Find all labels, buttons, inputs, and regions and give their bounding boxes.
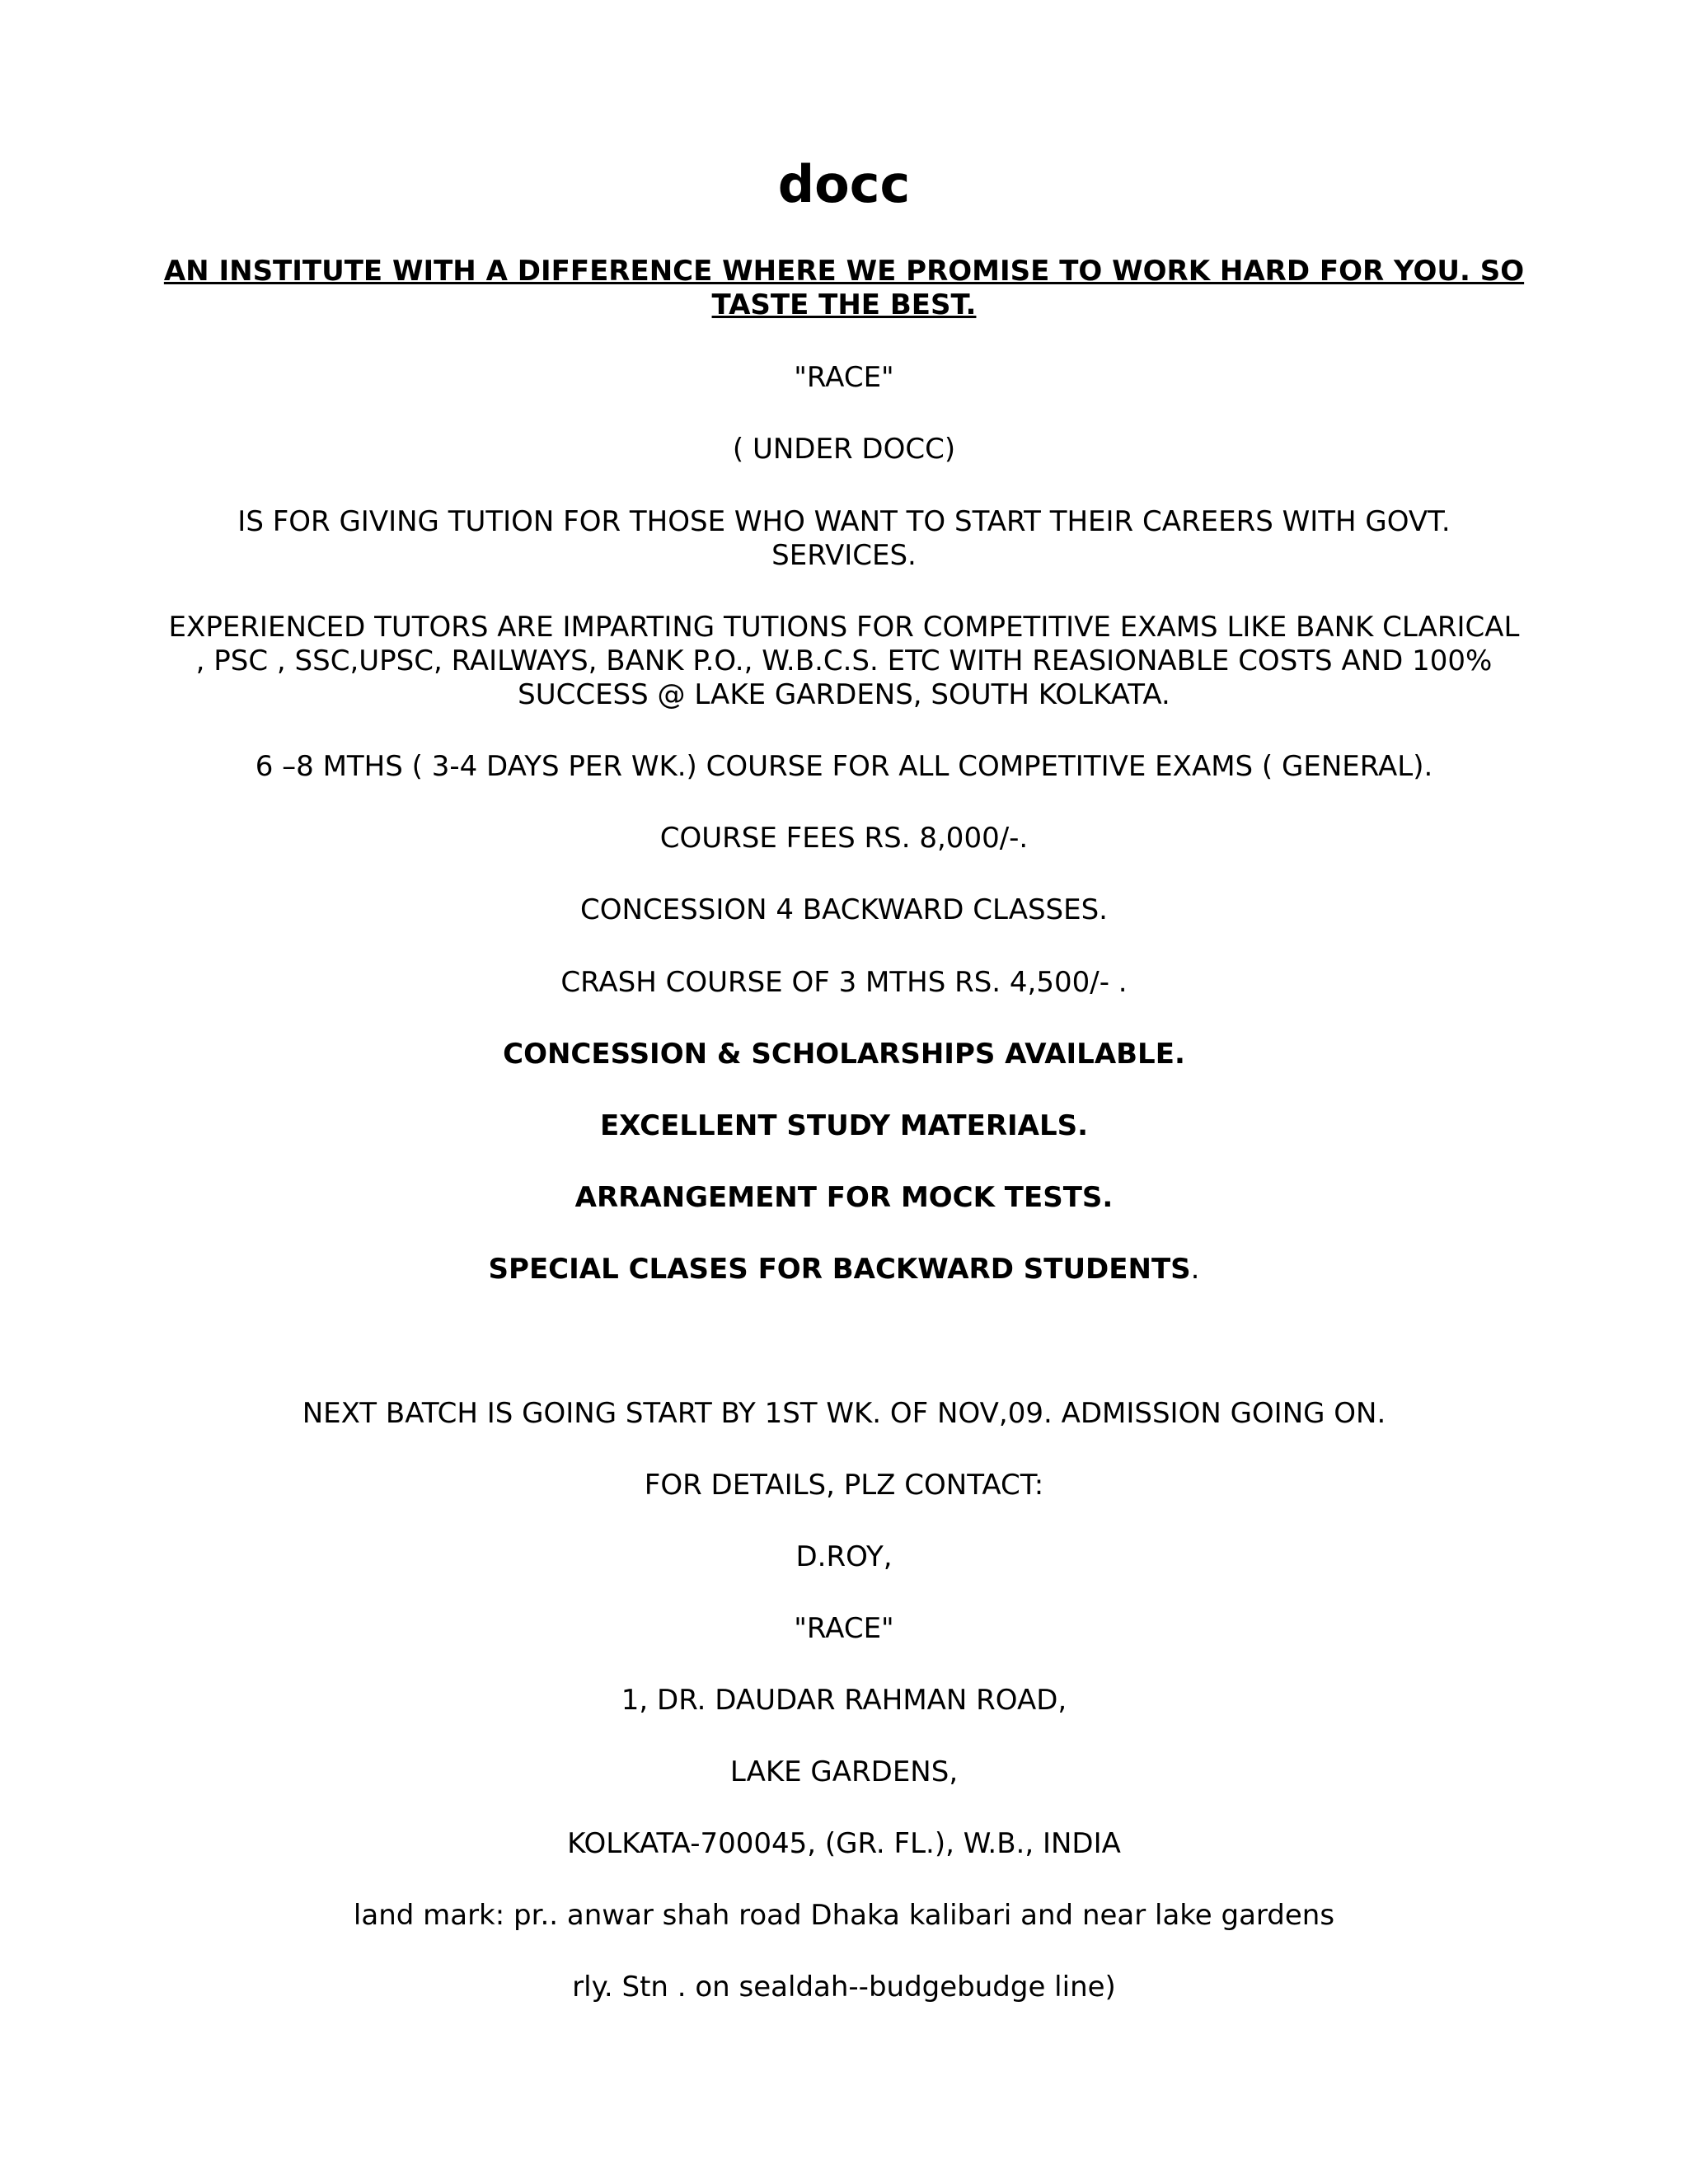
purpose-line-2: SERVICES. bbox=[771, 539, 917, 572]
experience-line-1: EXPERIENCED TUTORS ARE IMPARTING TUTIONS FOR COMPETITIVE EXAMS LIKE BANK CLARICAL bbox=[168, 611, 1520, 644]
highlight-mock-tests: ARRANGEMENT FOR MOCK TESTS. bbox=[574, 1181, 1114, 1214]
concession-backward: CONCESSION 4 BACKWARD CLASSES. bbox=[580, 893, 1108, 926]
course-duration: 6 –8 MTHS ( 3-4 DAYS PER WK.) COURSE FOR ALL COMPETITIVE EXAMS ( GENERAL). bbox=[255, 750, 1433, 783]
document-title: docc bbox=[777, 154, 911, 214]
special-classes-text: SPECIAL CLASES FOR BACKWARD STUDENTS bbox=[488, 1253, 1191, 1286]
highlight-concession-scholarships: CONCESSION & SCHOLARSHIPS AVAILABLE. bbox=[503, 1038, 1185, 1071]
tagline-line-1: AN INSTITUTE WITH A DIFFERENCE WHERE WE PROMISE TO WORK HARD FOR YOU. SO bbox=[163, 255, 1525, 288]
contact-org: "RACE" bbox=[794, 1612, 894, 1645]
contact-station: rly. Stn . on sealdah--budgebudge line) bbox=[572, 1971, 1116, 2004]
special-classes-suffix: . bbox=[1190, 1253, 1200, 1286]
race-name: "RACE" bbox=[794, 361, 894, 394]
contact-address-line-2: LAKE GARDENS, bbox=[729, 1755, 959, 1788]
experience-line-2: , PSC , SSC,UPSC, RAILWAYS, BANK P.O., W.B.C.S. ETC WITH REASIONABLE COSTS AND 100% bbox=[195, 644, 1493, 677]
contact-address-line-3: KOLKATA-700045, (GR. FL.), W.B., INDIA bbox=[567, 1827, 1121, 1860]
purpose-line-1: IS FOR GIVING TUTION FOR THOSE WHO WANT TO START THEIR CAREERS WITH GOVT. bbox=[237, 505, 1451, 538]
contact-landmark: land mark: pr.. anwar shah road Dhaka kalibari and near lake gardens bbox=[353, 1899, 1335, 1932]
next-batch: NEXT BATCH IS GOING START BY 1ST WK. OF NOV,09. ADMISSION GOING ON. bbox=[302, 1397, 1386, 1430]
contact-address-line-1: 1, DR. DAUDAR RAHMAN ROAD, bbox=[621, 1684, 1067, 1717]
under-docc: ( UNDER DOCC) bbox=[732, 433, 956, 466]
contact-name: D.ROY, bbox=[795, 1540, 893, 1573]
special-classes bbox=[0, 1253, 1688, 1286]
contact-heading: FOR DETAILS, PLZ CONTACT: bbox=[644, 1469, 1044, 1502]
highlight-study-materials: EXCELLENT STUDY MATERIALS. bbox=[599, 1109, 1089, 1142]
experience-line-3: SUCCESS @ LAKE GARDENS, SOUTH KOLKATA. bbox=[518, 678, 1170, 711]
course-fees: COURSE FEES RS. 8,000/-. bbox=[659, 822, 1029, 855]
tagline-line-2: TASTE THE BEST. bbox=[711, 288, 977, 321]
crash-course: CRASH COURSE OF 3 MTHS RS. 4,500/- . bbox=[560, 966, 1128, 999]
